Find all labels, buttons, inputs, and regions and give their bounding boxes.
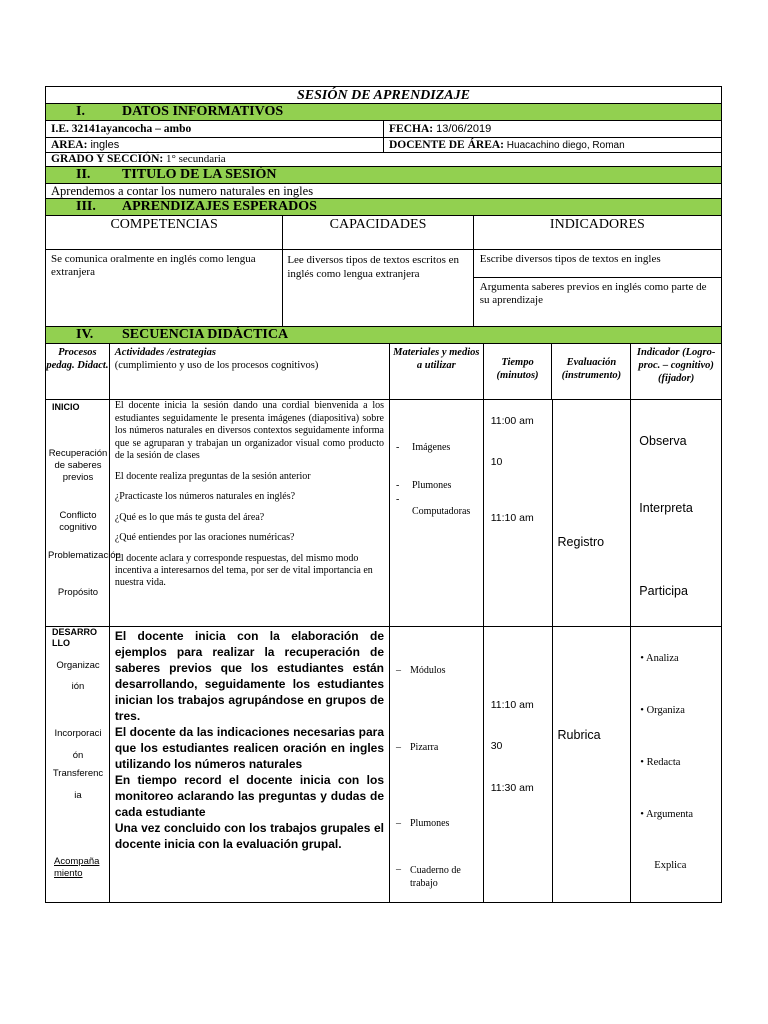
indicator-value: • Redacta [640,757,681,768]
col-header-text: Actividades /estrategias [114,347,216,358]
section-number: II. [76,167,91,182]
indicator-value: Observa [639,434,687,448]
time-value: 11:00 am [490,415,534,427]
area-cell [46,138,384,152]
indicator-text: Organiza [646,705,685,716]
header-text: INDICADORES [549,217,645,232]
process-item: Problematización [48,550,121,561]
indicador-text: Escribe diversos tipos de textos en ingles [479,253,661,265]
section-label: SECUENCIA DIDÁCTICA [122,327,289,342]
capacidad-cell [283,250,473,326]
sequence-header-row [45,344,722,400]
desarrollo-process-cell [46,627,110,902]
area-value: ingles [87,139,120,151]
inicio-activities-cell [110,400,390,626]
header-indicadores [474,216,721,249]
sequence-row-inicio [45,400,722,627]
indicator-value: • Argumenta [640,809,694,820]
material-item: – [396,818,401,829]
col-header-text: Indicador (Logro- proc. – cognitivo) (fijador) [636,347,716,384]
section-titulo-sesion [45,167,722,184]
process-item: Conflicto cognitivo [59,510,97,533]
indicator-text: Argumenta [646,809,694,820]
activity-paragraph: El docente inicia la sesión dando una cordial bienvenida a los estudiantes seguidamente le presenta imágenes (diapositiva) sobre los números naturales en diversos contextos seguidamente informa que se agruparan y trabajan un organizador visual como producto de la sesión de clases [114,400,384,461]
ie-value: I.E. 32141ayancocha – ambo [51,123,192,135]
document-title [45,86,722,104]
document-title-text: SESIÓN DE APRENDIZAJE [297,88,470,103]
material-item: – [396,665,401,676]
material-item-text: Computadoras [412,506,471,517]
section-label: TITULO DE LA SESIÓN [122,167,277,182]
competencia-cell [46,250,283,326]
desarrollo-activities-cell [110,627,390,902]
section-datos-informativos [45,104,722,121]
area-label: AREA: [51,139,88,151]
desarrollo-materials-cell [390,627,484,902]
indicadores-cell [474,250,721,326]
time-value: 10 [490,456,503,468]
fecha-label: FECHA: [389,123,434,135]
col-evaluacion [552,344,631,399]
desarrollo-indicator-cell [631,627,721,902]
activity-paragraph: En tiempo record el docente inicia con los monitoreo aclarando las preguntas y dudas de cada estudiante [114,773,384,819]
inicio-time-cell [484,400,553,626]
indicator-value: Interpreta [639,501,693,515]
header-text: CAPACIDADES [329,217,427,232]
inicio-indicator-cell [631,400,721,626]
expected-content-row [45,250,722,327]
desarrollo-time-cell [484,627,553,902]
info-row-area [45,138,722,153]
section-number: IV. [76,327,94,342]
header-capacidades [283,216,473,249]
col-procesos [46,344,110,399]
col-materiales [390,344,484,399]
process-item: Incorporación [54,728,102,761]
indicator-value: Explica [654,860,687,871]
stage-label: INICIO [52,402,80,412]
expected-header-row [45,216,722,250]
process-item: Organización [56,660,100,692]
material-item: - [396,442,400,453]
col-tiempo [484,344,553,399]
section-number: I. [76,104,85,119]
section-label: APRENDIZAJES ESPERADOS [122,199,317,214]
grado-value: 1° secundaria [163,153,226,165]
docente-cell [384,138,721,152]
col-header-subtext: (cumplimiento y uso de los procesos cognitivos) [114,360,319,371]
docente-value: Huacachino diego, Roman [504,140,625,151]
section-label: DATOS INFORMATIVOS [122,104,284,119]
time-value: 11:30 am [490,782,534,794]
section-number: III. [76,199,96,214]
info-row-grado [45,153,722,167]
ie-cell [46,121,384,137]
indicator-value: Participa [639,584,688,598]
indicator-text: Redacta [646,757,681,768]
col-header-text: Tiempo (minutos) [496,357,539,381]
competencia-text: Se comunica oralmente en inglés como lengua extranjera [51,253,256,278]
indicador-1 [474,250,721,278]
header-text: COMPETENCIAS [110,217,218,232]
material-item-text: Cuaderno de trabajo [410,865,461,889]
fecha-cell [384,121,721,137]
evaluation-value: Rubrica [557,728,601,742]
grado-label: GRADO Y SECCIÓN: [51,153,164,165]
time-value: 11:10 am [490,512,534,524]
inicio-materials-cell [390,400,484,626]
fecha-value: 13/06/2019 [433,123,492,135]
activity-question: ¿Qué entiendes por las oraciones numéricas? [114,532,295,543]
evaluation-value: Registro [557,535,605,549]
docente-label: DOCENTE DE ÁREA: [389,139,505,151]
inicio-process-cell [46,400,121,626]
material-item-text: Pizarra [410,742,439,753]
time-value: 11:10 am [490,699,534,711]
col-indicador [631,344,721,399]
material-item: - [396,494,400,505]
session-document [45,86,722,903]
material-item-text: Imágenes [412,442,451,453]
indicator-value: • Analiza [640,653,679,664]
activity-paragraph: Una vez concluido con los trabajos grupales el docente inicia con la evaluación grupal. [114,821,384,851]
capacidad-text: Lee diversos tipos de textos escritos en inglés como lengua extranjera [287,254,459,280]
col-header-text: Procesos pedag. Didact. [46,347,109,371]
activity-question: ¿Practicaste los números naturales en inglés? [114,491,296,502]
session-title-row [45,184,722,199]
desarrollo-evaluation-cell [553,627,632,902]
material-item-text: Plumones [412,480,452,491]
info-row-ie [45,121,722,138]
material-item: - [396,480,400,491]
inicio-evaluation-cell [553,400,632,626]
material-item: – [396,742,401,753]
stage-label: DESARROLLO [52,627,98,648]
activity-question: ¿Qué es lo que más te gusta del área? [114,511,265,523]
activity-paragraph: El docente aclara y corresponde respuestas, del mismo modo incentiva a interesarnos del tema, por ser de vital importancia en nuestra vida. [114,552,373,588]
col-actividades [110,344,390,399]
session-title-text: Aprendemos a contar los numero naturales en ingles [51,184,314,198]
time-value: 30 [490,740,503,752]
indicator-value: • Organiza [640,705,685,716]
material-item: – [396,864,401,875]
section-aprendizajes [45,199,722,216]
material-item-text: Plumones [410,818,450,829]
activity-paragraph: El docente inicia con la elaboración de ejemplos para realizar la recuperación de saberes previos que los estudiantes están desarrollando, seguidamente los estudiantes inician los trabajos agrupándose en grupos de tres. [114,629,384,723]
process-item: Propósito [57,587,99,598]
col-header-text: Evaluación (instrumento) [561,357,622,381]
indicator-text: Analiza [646,653,679,664]
process-item: Recuperación de saberes previos [48,448,108,483]
activity-paragraph: El docente realiza preguntas de la sesión anterior [114,470,311,482]
indicador-text: Argumenta saberes previos en inglés como parte de su aprendizaje [479,281,707,306]
sequence-row-desarrollo [45,627,722,903]
activity-paragraph: El docente da las indicaciones necesarias para que los estudiantes realicen oración en ingles utilizando los números naturales [114,725,384,771]
material-item-text: Módulos [410,665,446,676]
header-competencias [46,216,283,249]
col-header-text: Materiales y medios a utilizar [393,347,480,371]
process-item: Acompañamiento [54,856,100,879]
process-item: Transferencia [52,768,104,801]
indicador-2 [474,278,721,310]
section-secuencia [45,327,722,344]
